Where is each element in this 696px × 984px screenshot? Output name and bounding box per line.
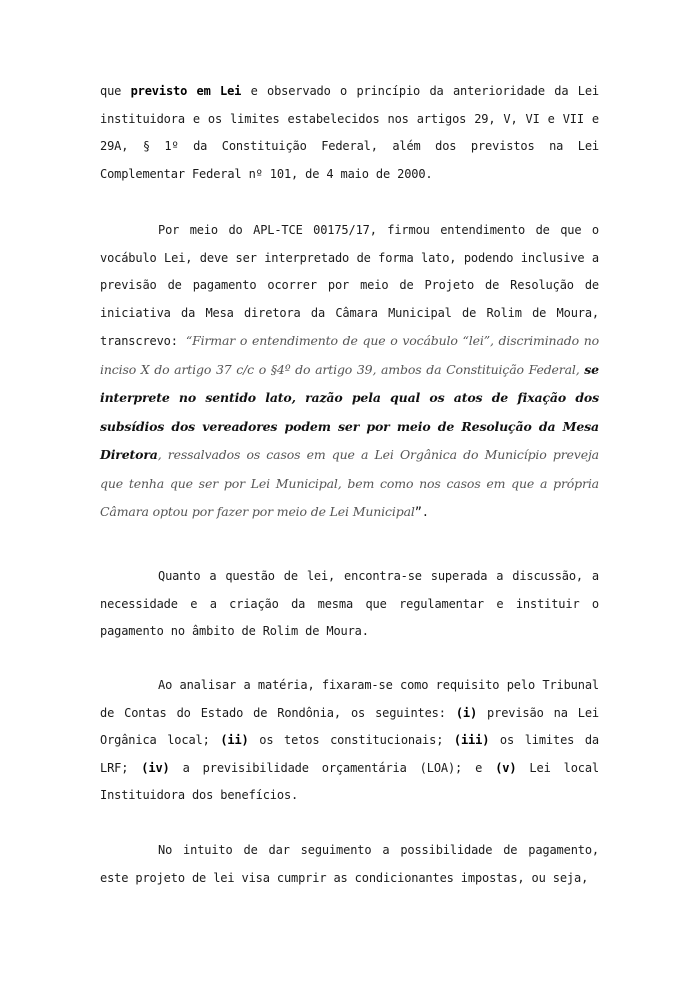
quote-text: , ressalvados os casos em que a Lei Orgânica do Município preveja que tenha que ser por Lei Municipal, bem como nos casos em que a própria Câmara optou por fazer por meio de Lei Municipal — [100, 447, 599, 519]
item-marker: (v) — [495, 760, 517, 775]
quote-text: “Firmar o entendimento de que o vocábulo “lei”, discriminado no inciso X do artigo 37 c/c o §4º do artigo 39, ambos da Constituição Federal, — [100, 333, 600, 377]
text-run: Por meio do APL-TCE 00175/17, firmou entendimento de que o vocábulo Lei, deve ser interpretado de forma lato, podendo inclusive a previsão de pagamento ocorrer por meio de Projeto de Resolução de iniciativa da Mesa diretora da Câmara Municipal de Rolim de Moura, transcrevo: — [100, 223, 599, 348]
quote-end: ”. — [414, 505, 429, 519]
paragraph-project-purpose — [100, 837, 599, 892]
item-marker: (ii) — [220, 733, 249, 747]
paragraph-legal-basis — [100, 78, 599, 188]
text-run: que — [100, 84, 131, 98]
text-run: os limites da LRF; — [100, 733, 600, 775]
item-marker: (iv) — [141, 760, 170, 775]
text-run: a previsibilidade orçamentária (LOA); e — [169, 760, 496, 775]
item-marker: (iii) — [453, 733, 490, 747]
quote-bold-text: se interprete no sentido lato, razão pela qual os atos de fixação dos subsídios dos vereadores podem ser por meio de Resolução da Mesa Diretora — [100, 361, 599, 462]
paragraph-law-question — [100, 563, 599, 646]
paragraph-requirements — [100, 672, 599, 810]
text-run: os tetos constitucionais; — [248, 733, 454, 747]
text-run: Quanto a questão de lei, encontra-se superada a discussão, a necessidade e a criação da mesma que regulamentar e instituir o pagamento no âmbito de Rolim de Moura. — [100, 569, 599, 638]
bold-text: previsto em Lei — [130, 84, 242, 98]
paragraph-apl-tce — [100, 217, 599, 527]
text-run: e observado o princípio da anterioridade da Lei instituidora e os limites estabelecidos nos artigos 29, V, VI e VII e 29A, § 1º da Constituição Federal, além dos previstos na Lei Complementar Federal nº 101, de 4 maio de 2000. — [100, 84, 599, 181]
item-marker: (i) — [455, 705, 478, 720]
text-run: Lei local Instituidora dos benefícios. — [100, 760, 600, 802]
text-run: No intuito de dar seguimento a possibilidade de pagamento, este projeto de lei visa cumprir as condicionantes impostas, ou seja, — [100, 843, 599, 885]
text-run: Ao analisar a matéria, fixaram-se como requisito pelo Tribunal de Contas do Estado de Rondônia, os seguintes: — [100, 678, 599, 720]
text-run: previsão na Lei Orgânica local; — [100, 705, 599, 747]
